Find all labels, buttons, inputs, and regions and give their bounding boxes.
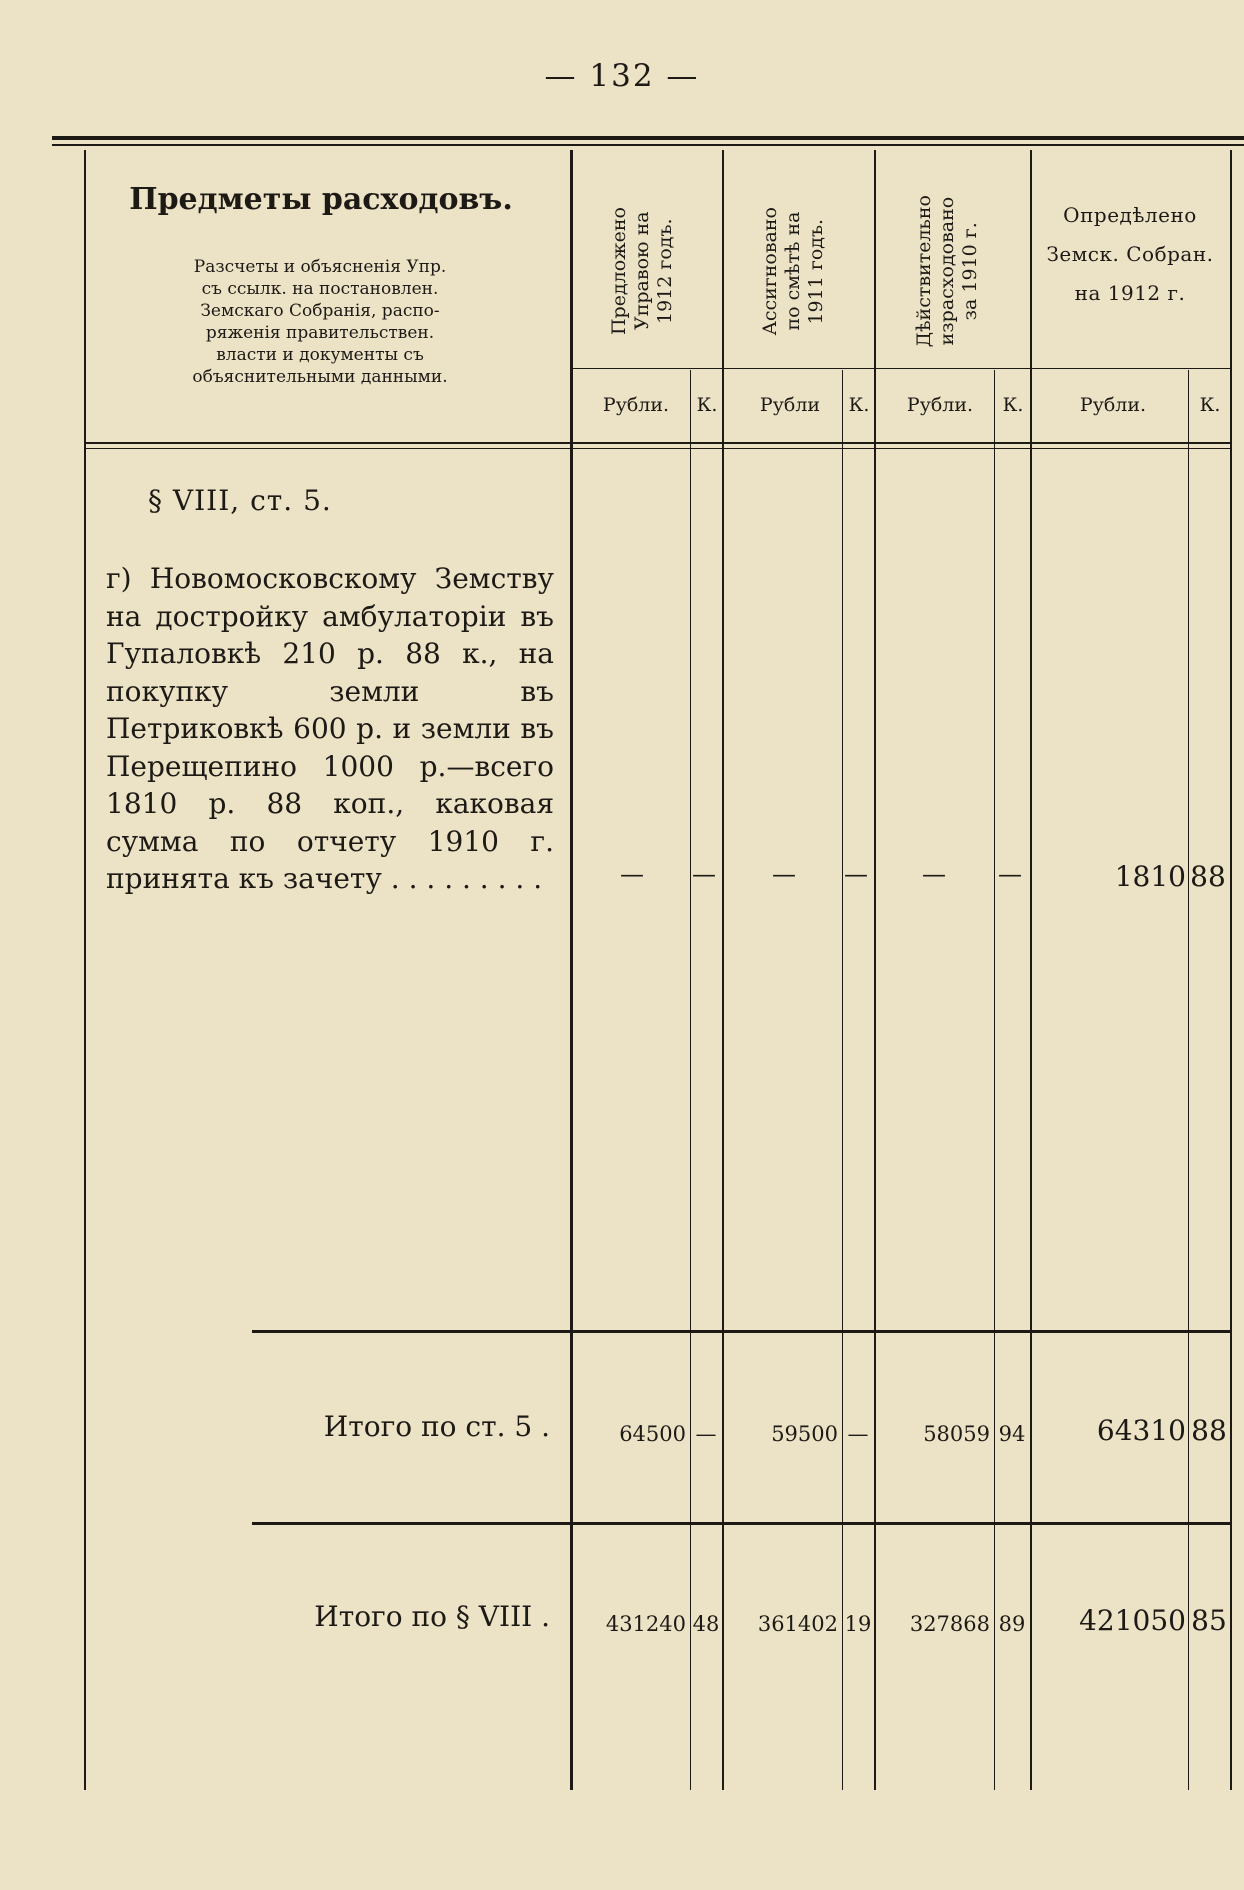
- total-rule: [252, 1522, 1232, 1525]
- column-rule-desc: [570, 150, 573, 1790]
- total-col1-kop: —: [695, 1422, 717, 1446]
- header-col-line: 1911 годъ.: [805, 218, 827, 324]
- total-col2-rubles: 361402: [757, 1612, 838, 1636]
- column-rule-c1k: [690, 370, 691, 1790]
- total-col2-rubles: 59500: [771, 1422, 838, 1446]
- top-rule-thin: [52, 144, 1244, 146]
- total-col3-kop: 94: [998, 1422, 1026, 1446]
- unit-rubles: Рубли.: [602, 394, 670, 416]
- header-col-line: Земск. Собран.: [1046, 242, 1214, 266]
- header-rule-thin: [86, 448, 1232, 449]
- header-col-line: Дѣйствительно: [913, 194, 935, 348]
- header-description-line: Земскаго Собранія, распо-: [200, 301, 440, 321]
- header-col-line: Предложено: [608, 206, 630, 335]
- column-rule-c2k: [842, 370, 843, 1790]
- dash-col1-rubles: —: [620, 860, 644, 888]
- header-description-line: ряженія правительствен.: [205, 323, 435, 343]
- column-rule-c3: [1030, 150, 1032, 1790]
- unit-kop: К.: [1002, 394, 1024, 416]
- total-label: Итого по ст. 5 .: [323, 1410, 550, 1443]
- header-col-determined: [1030, 196, 1230, 313]
- header-description-line: объяснительными данными.: [192, 367, 448, 387]
- column-rule-right: [1230, 150, 1232, 1790]
- total-col4-rubles: 421050: [1079, 1604, 1186, 1637]
- header-title: Предметы расходовъ.: [129, 182, 513, 217]
- dash-col1-kop: —: [692, 860, 716, 888]
- column-rule-c3k: [994, 370, 995, 1790]
- column-rule-c1: [722, 150, 724, 1790]
- total-col2-kop: —: [847, 1422, 869, 1446]
- header-col-assigned: [724, 177, 874, 365]
- top-rule: [52, 136, 1244, 140]
- unit-kop: К.: [1199, 394, 1221, 416]
- total-label: Итого по § VIII .: [314, 1600, 550, 1633]
- header-col-proposed: [574, 177, 722, 365]
- section-heading: § VIII, ст. 5.: [148, 484, 332, 517]
- unit-rubles: Рубли.: [1079, 394, 1147, 416]
- header-col-line: Управою на: [631, 211, 653, 331]
- column-rule-c4k: [1188, 370, 1189, 1790]
- header-description-line: власти и документы съ: [216, 345, 424, 365]
- column-rule-c2: [874, 150, 876, 1790]
- dash-col3-kop: —: [998, 860, 1022, 888]
- dash-col2-rubles: —: [772, 860, 796, 888]
- item-value-kop: 88: [1190, 860, 1226, 893]
- header-col-line: по смѣтѣ на: [782, 211, 804, 331]
- header-description-line: Разсчеты и объясненія Упр.: [193, 257, 447, 277]
- header-col-spent: [876, 177, 1030, 365]
- unit-kop: К.: [848, 394, 870, 416]
- page-number: — 132 —: [544, 58, 700, 94]
- unit-kop: К.: [696, 394, 718, 416]
- dash-col3-rubles: —: [922, 860, 946, 888]
- item-value-rubles: 1810: [1114, 860, 1186, 893]
- total-col2-kop: 19: [844, 1612, 872, 1636]
- item-description: г) Новомосковскому Земству на достройку амбулаторіи въ Гупаловкѣ 210 р. 88 к., на покупку земли въ Петриковкѣ 600 р. и земли въ Перещепино 1000 р.—всего 1810 р. 88 коп., каковая сумма по отчету 1910 г. принята къ зачету . . . . . . . . .: [106, 562, 554, 895]
- column-rule-left: [84, 150, 86, 1790]
- total-col3-kop: 89: [998, 1612, 1026, 1636]
- header-col-line: за 1910 г.: [959, 221, 981, 321]
- header-col-line: израсходовано: [936, 196, 958, 346]
- header-rule: [86, 442, 1232, 444]
- total-col3-rubles: 58059: [923, 1422, 990, 1446]
- total-col1-rubles: 431240: [605, 1612, 686, 1636]
- total-col1-rubles: 64500: [619, 1422, 686, 1446]
- header-col-line: Опредѣлено: [1063, 203, 1197, 227]
- total-col4-kop: 85: [1191, 1604, 1227, 1637]
- header-col-line: 1912 годъ.: [654, 218, 676, 324]
- unit-rubles: Рубли: [759, 394, 821, 416]
- header-col-line: на 1912 г.: [1074, 281, 1186, 305]
- unit-rubles: Рубли.: [906, 394, 974, 416]
- total-col4-kop: 88: [1191, 1414, 1227, 1447]
- unit-row-rule: [572, 368, 1232, 369]
- header-description: [150, 256, 490, 388]
- dash-col2-kop: —: [844, 860, 868, 888]
- total-col3-rubles: 327868: [909, 1612, 990, 1636]
- total-col1-kop: 48: [692, 1612, 720, 1636]
- header-description-line: съ ссылк. на постановлен.: [201, 279, 439, 299]
- total-rule: [252, 1330, 1232, 1333]
- header-col-line: Ассигновано: [759, 206, 781, 336]
- total-col4-rubles: 64310: [1096, 1414, 1186, 1447]
